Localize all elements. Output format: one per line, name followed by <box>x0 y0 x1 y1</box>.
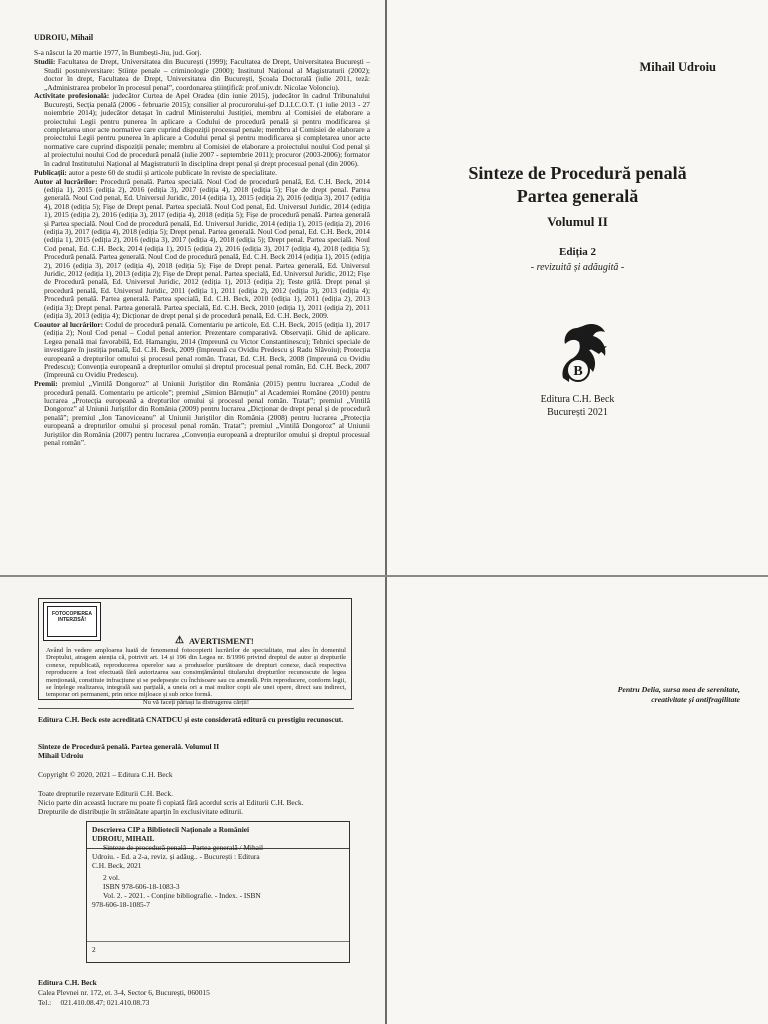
bio-awards-text: premiul „Vintilă Dongoroz” al Uniunii Juriștilor din România (2015) pentru lucrarea „Codul de procedură penală. Comentariu pe articole”; premiul „Simion Bărnuțiu” al Academiei Române (2010) pentru lucrarea „Protecția europeană a drepturilor omului și procesul penal român. Tratat”; premiul „Vintilă Dongoroz” al Uniunii Juriștilor din România (2009) pentru lucrarea „Dicționar de drept penal și de procedură penală”; premiul „Ion Tanoviceanu” al Uniunii Juriștilor din România (2008) pentru lucrarea „Protecția europeană a drepturilor omului și procesul penal român. Tratat”; premiul „Vintilă Dongoroz” al Uniunii Juriștilor din România (2007) pentru lucrarea „Convenția europeană a drepturilor omului și dreptul procesual penal român”. <box>44 379 370 448</box>
accreditation-text <box>38 716 354 724</box>
warning-icon: ⚠ <box>175 635 184 646</box>
copyright-text: Copyright © 2020, 2021 – Editura C.H. Beck <box>38 770 173 779</box>
warning-text <box>46 647 346 706</box>
bio-name: UDROIU, Mihail <box>34 33 94 42</box>
bio-activity <box>34 92 370 168</box>
cip-line7: 978-606-18-1085-7 <box>92 900 150 909</box>
bio-activity-label: Activitate profesională: <box>34 91 110 101</box>
book-title-ref: Sinteze de Procedură penală. Partea generală. Volumul II <box>38 742 220 751</box>
bio-coauthor-works <box>34 321 370 380</box>
stamp-line1: FOTOCOPIEREA <box>52 611 92 617</box>
cip-line4: 2 vol. <box>103 873 120 882</box>
author-bio <box>34 34 370 448</box>
cip-head: Descrierea CIP a Bibliotecii Naționale a României <box>92 825 250 834</box>
edition-note: - revizuită și adăugită - <box>530 262 625 273</box>
book-title-line1: Sinteze de Procedură penală <box>468 163 687 183</box>
warning-close: Nu vă faceți părtași la distrugerea cărții! <box>142 698 250 706</box>
dedication-line1: Pentru Delia, sursa mea de serenitate, <box>617 685 740 694</box>
bio-author-label: Autor al lucrărilor: <box>34 176 98 186</box>
dedication-page <box>387 577 768 1024</box>
bio-awards-label: Premii: <box>34 379 58 389</box>
publisher-name-footer: Editura C.H. Beck <box>38 978 97 987</box>
bio-author-works-text: Procedură penală. Partea specială. Noul Cod de procedură penală, Ed. C.H. Beck, 2014 (ediția 1), 2015 (ediția 2), 2016 (ediția 3), 2017 (ediția 4), 2018 (ediția 5); Fișe de drept penal. Partea generală. Noul Cod penal, Ed. Universul Juridic, 2014 (ediția 1), 2015 (ediția 2), 2016 (ediția 3), 2017 (ediția 4), 2018 (ediția 5); Fișe de Drept penal. Partea specială. Noul Cod penal, Ed. Universul Juridic, 2014 (ediția 1), 2015 (ediția 2), 2016 (ediția 3), 2017 (ediția 4), 2018 (ediția 5); Fișe de procedură penală. Partea generală și Partea specială. Noul Cod de procedură penală, Ed. Universul Juridic, 2014 (ediția 1), 2015 (ediția 2), 2016 (ediția 3), 2017 (ediția 4), 2018 (ediția 5); Drept penal. Partea generală. Noul Cod penal, Ed. C.H. Beck, 2014 (ediția 1), 2015 (ediția 2), 2016 (ediția 3), 2017 (ediția 4), 2018 (ediția 5); Drept penal. Partea specială. Noul Cod penal, Ed. C.H. Beck, 2014 (ediția 1), 2015 (ediția 2), 2016 (ediția 3), 2017 (ediția 4), 2018 (ediția 5); Procedură penală. Partea generală. Noul Cod de procedură penală, Ed. C.H. Beck 2014 (ediția 1), 2015 (ediția 2), 2016 (ediția 3), 2017 (ediția 4), 2018 (ediția 5); Fișe de Drept penal. Partea generală, Ed. Universul Juridic, 2012 (ediția 1), 2013 (ediția 2); Fișe de Drept penal. Partea specială, Ed. Universul Juridic, 2012; Fișe de Procedură penală, Ed. Universul Juridic, 2012 (ediția 1), 2013 (ediția 2); Teste grilă. Drept penal și procedură penală, Ed. Universul Juridic, 2011 (ediția 1), 2011 (ediția 2), 2012 (ediția 3), 2013 (ediția 4); Procedură penală. Partea generală. Partea specială, Ed. C.H. Beck, 2010 (ediția 1), 2011 (ediția 2), 2013 (ediția 3); Drept penal. Partea generală. Partea specială, Ed. C.H. Beck, 2010 (ediția 1), 2011 (ediția 2), 2011 (ediția 3), 2013 (ediția 4); Dicționar de drept penal și de procedură penală, Ed. C.H. Beck, 2009. <box>44 176 370 320</box>
bio-studies-label: Studii: <box>34 57 56 67</box>
bio-pubs-text: autor a peste 60 de studii și articole publicate în reviste de specialitate. <box>68 167 278 177</box>
publisher-phone: Tel.: 021.410.08.47; 021.410.08.73 <box>38 998 150 1007</box>
dedication-line2: creativitate și antifragilitate <box>651 695 740 704</box>
rights-line3: Drepturile de distribuție în străinătate aparțin în exclusivitate editurii. <box>38 807 244 816</box>
bio-pubs-label: Publicații: <box>34 167 67 177</box>
book-title-line2: Partea generală <box>516 186 639 206</box>
cip-box <box>86 821 350 963</box>
edition-label: Ediția 2 <box>559 246 596 258</box>
bio-born: S-a născut la 20 martie 1977, în Bumbești-Jiu, jud. Gorj. <box>34 48 202 58</box>
title-author: Mihail Udroiu <box>639 60 716 74</box>
divider <box>38 708 354 709</box>
stamp-text <box>47 606 97 637</box>
bio-author-works <box>34 178 370 321</box>
cip-number: 2 <box>92 945 96 954</box>
griffin-logo-icon <box>543 318 613 390</box>
cip-line5: ISBN 978-606-18-1083-3 <box>103 882 180 891</box>
cip-separator <box>87 941 349 942</box>
publisher-name: Editura C.H. Beck <box>540 394 615 405</box>
bio-studies-text: Facultatea de Drept, Universitatea din București (1999); Facultatea de Drept, Universitatea București – Studii postuniversitare: Științe penale – criminologie (2000); Institutul Național al Magistraturii (2002); doctor în drept, Facultatea de Drept, Universitatea din București, Școala Doctorală (iulie 2011, teză: „Administrarea probelor în procesul penal”, coordonarea științifică: prof.univ.dr. Nicolae Volonciu). <box>44 57 370 92</box>
author-bio-page <box>0 0 385 575</box>
bio-activity-text: judecător Curtea de Apel Oradea (din iunie 2015), judecător în cadrul Tribunalului București, Secția penală (2006 - februarie 2015); consilier al procurorului-șef D.I.I.C.O.T. (1 iulie 2013 - 27 noiembrie 2014); judecător detașat în cadrul Ministerului Justiției, membru al Comisiei de elaborare a proiectului Legii pentru punerea în aplicare a Codului de procedură penală și pentru modificarea și completarea unor acte normative care cuprind dispoziții procesual penale; membru al Comisiei de elaborare a proiectului Legii pentru punerea în aplicare a Codului penal și pentru modificarea și completarea unor acte normative care cuprind dispoziții penale; membru al Comisiei de elaborare a proiectului noului Cod penal și al proiectului noului Cod de procedură penală (iulie 2007 - septembrie 2011); procuror (2003-2006); formator în cadrul Institutului Național al Magistraturii în disciplina drept penal și drept procesual penal (din 2006). <box>44 91 370 168</box>
warning-body: Având în vedere amploarea luată de fenomenul fotocopierii lucrărilor de specialitate, mai ales în domeniul Dreptului, atragem atenția că, potrivit art. 14 și 196 din Legea nr. 8/1996 privind dreptul de autor și drepturile conexe, republicată, reproducerea operelor sau a produselor purtătoare de drepturi conexe, dacă respectiva reproducere a fost efectuată fără autorizarea sau consimțământul titularului drepturilor recunoscute de legea menționată, constituie infracțiune și se pedepsește cu închisoare sau cu amendă. Prin reproducere, conform legii, se înțelege realizarea, integrală sau parțială, a uneia ori a mai multor copii ale unei opere, direct sau indirect, temporar ori permanent, prin orice mijloace și sub orice formă. <box>46 647 346 699</box>
rights-line1: Toate drepturile rezervate Editurii C.H. Beck. <box>38 789 173 798</box>
bio-coauthor-label: Coautor al lucrărilor: <box>34 319 104 329</box>
bio-awards <box>34 380 370 447</box>
cip-line3: C.H. Beck, 2021 <box>92 861 142 870</box>
cip-name: UDROIU, MIHAIL <box>92 834 155 843</box>
copyright-page <box>0 577 385 1024</box>
volume-label: Volumul II <box>547 214 608 229</box>
bio-studies <box>34 58 370 92</box>
publisher-city-year: București 2021 <box>547 407 608 418</box>
rights-line2: Nicio parte din această lucrare nu poate fi copiată fără acordul scris al Editurii C.H. Beck. <box>38 798 304 807</box>
dedication <box>500 685 740 705</box>
bio-coauthor-works-text: Codul de procedură penală. Comentariu pe articole, Ed. C.H. Beck, 2015 (ediția 1), 2017 (ediția 2); Noul Cod penal – Codul penal anterior. Prezentare comparativă. Observații. Ghid de aplicare. Legea penală mai favorabilă, Ed. Hamangiu, 2014 (împreună cu Victor Constantinescu); Tehnici speciale de investigare în justiția penală, Ed. C.H. Beck, 2009 (împreună cu Ovidiu Predescu și Radu Slăvoiu); Protecția europeană a drepturilor omului și procesul penal român. Tratat, Ed. C.H. Beck, 2008 (împreună cu Ovidiu Predescu); Convenția europeană a drepturilor omului și dreptul procesual penal român, Ed. C.H. Beck, 2007 (împreună cu Ovidiu Predescu). <box>44 319 370 380</box>
stamp-line2: INTERZISĂ! <box>57 617 87 623</box>
logo-letter: B <box>573 364 583 379</box>
cip-line1: Sinteze de procedură penală - Partea generală / Mihail <box>103 843 264 852</box>
cip-line2: Udroiu. - Ed. a 2-a, reviz. și adăug.. - București : Editura <box>92 852 260 861</box>
title-page <box>387 0 768 575</box>
book-author-ref: Mihail Udroiu <box>38 751 84 760</box>
cip-line6: Vol. 2. - 2021. - Conține bibliografie. - Index. - ISBN <box>103 891 261 900</box>
publisher-address: Calea Plevnei nr. 172, et. 3-4, Sector 6, București, 060015 <box>38 988 210 997</box>
accreditation-label: Editura C.H. Beck este acreditată CNATDCU și este considerată editură cu prestigiu recunoscut. <box>38 715 344 724</box>
warning-title: AVERTISMENT! <box>189 636 254 646</box>
warning-box <box>38 598 352 706</box>
no-photocopy-stamp <box>43 602 101 641</box>
